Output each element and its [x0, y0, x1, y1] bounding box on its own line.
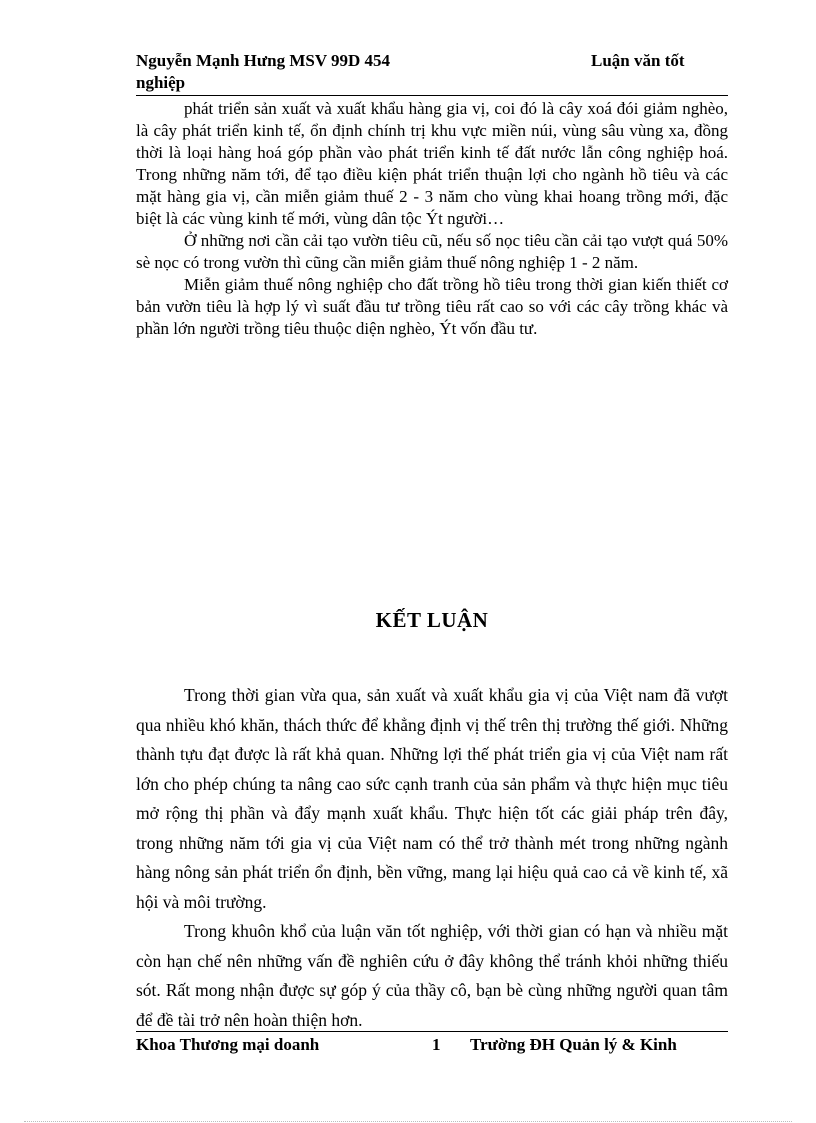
footer-faculty: Khoa Thương mại doanh	[136, 1035, 320, 1054]
footer-divider	[136, 1031, 728, 1032]
page-bottom-edge	[24, 1121, 792, 1122]
paragraph: Miễn giảm thuế nông nghiệp cho đất trồng hồ tiêu trong thời gian kiến thiết cơ bản vườn tiêu là hợp lý vì suất đầu tư trồng tiêu rất cao so với các cây trồng khác và phần lớn người trồng tiêu thuộc diện nghèo, Ýt vốn đầu tư.	[136, 275, 728, 338]
page-number: 1	[432, 1035, 441, 1054]
paragraph: Ở những nơi cần cải tạo vườn tiêu cũ, nếu số nọc tiêu cần cải tạo vượt quá 50% sè nọc có trong vườn thì cũng cần miễn giảm thuế nông nghiệp 1 - 2 năm.	[136, 231, 728, 272]
paragraph: Trong khuôn khổ của luận văn tốt nghiệp, với thời gian có hạn và nhiều mặt còn hạn chế nên những vấn đề nghiên cứu ở đây không thể tránh khỏi những thiếu sót. Rất mong nhận được sự góp ý của thầy cô, bạn bè cùng những người quan tâm để đề tài trở nên hoàn thiện hơn.	[136, 921, 728, 1030]
footer-university: Trường ĐH Quản lý & Kinh	[470, 1035, 677, 1054]
body-conclusion	[136, 681, 728, 1035]
header-divider	[136, 95, 728, 96]
paragraph: phát triển sản xuất và xuất khẩu hàng gia vị, coi đó là cây xoá đói giảm nghèo, là cây phát triển kinh tế, ổn định chính trị khu vực miền núi, vùng sâu vùng xa, đồng thời là loại hàng hoá góp phần vào phát triển kinh tế đất nước lẫn công nghiệp hoá. Trong những năm tới, để tạo điều kiện phát triển thuận lợi cho ngành hồ tiêu và các mặt hàng gia vị, cần miễn giảm thuế 2 - 3 năm cho vùng khai hoang trồng mới, đặc biệt là các vùng kinh tế mới, vùng dân tộc Ýt người…	[136, 99, 728, 228]
paragraph: Trong thời gian vừa qua, sản xuất và xuất khẩu gia vị của Việt nam đã vượt qua nhiều khó khăn, thách thức để khẳng định vị thế trên thị trường thế giới. Những thành tựu đạt được là rất khả quan. Những lợi thế phát triển gia vị của Việt nam rất lớn cho phép chúng ta nâng cao sức cạnh tranh của sản phẩm và thực hiện mục tiêu mở rộng thị phần và đẩy mạnh xuất khẩu. Thực hiện tốt các giải pháp trên đây, trong những năm tới gia vị của Việt nam có thể trở thành mét trong những ngành hàng nông sản phát triển ổn định, bền vững, mang lại hiệu quả cao cả về kinh tế, xã hội và môi trường.	[136, 685, 728, 912]
header-doc-type: Luận văn tốt	[591, 51, 685, 70]
header-author: Nguyễn Mạnh Hưng MSV 99D 454 nghiệp	[136, 51, 391, 92]
body-upper	[136, 98, 728, 340]
section-title: KẾT LUẬN	[375, 608, 489, 632]
